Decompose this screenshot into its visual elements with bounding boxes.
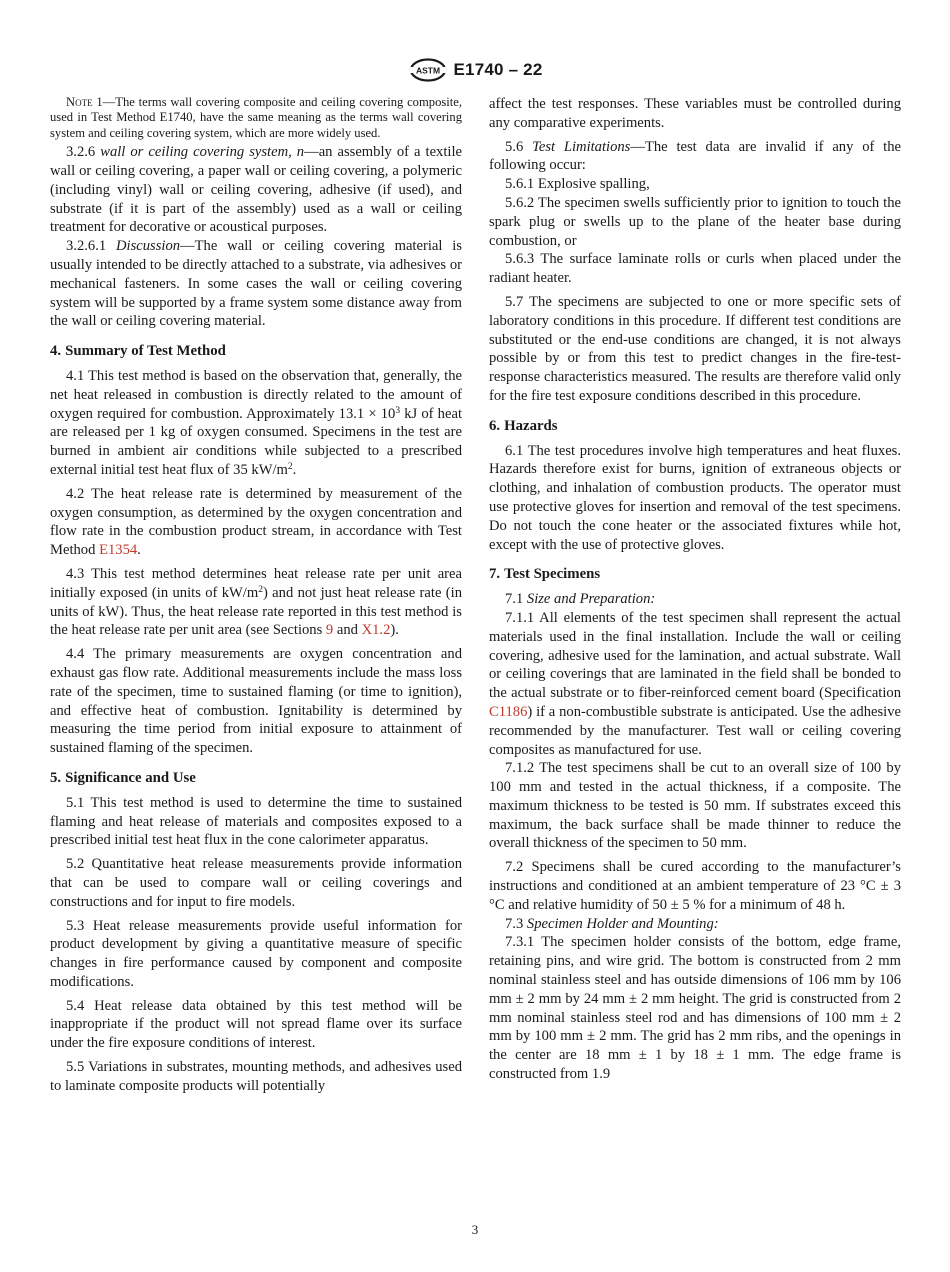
para-5-6-3: 5.6.3 The surface laminate rolls or curls when placed under the radiant heater. [489, 251, 901, 287]
para-7-1-2: 7.1.2 The test specimens shall be cut to an overall size of 100 by 100 mm and tested in the actual thickness, if a composite. The maximum thickness to be tested is 50 mm. If substrates exceed this maximum, the back surface shall be made thinner to reduce the overall thickness of the specimen to 50 mm. [489, 760, 901, 852]
para-5-5-continued: affect the test responses. These variables must be controlled during any comparative experiments. [489, 96, 901, 131]
para-5-3: 5.3 Heat release measurements provide useful information for product development by giving a quantitative measure of specific changes in fire performance caused by component and composite modifications. [50, 917, 462, 990]
para-5-5: 5.5 Variations in substrates, mounting methods, and adhesives used to laminate composite products will potentially [50, 1059, 462, 1094]
para-7-1-1: 7.1.1 All elements of the test specimen shall represent the actual materials used in the final installation. Include the wall or ceiling covering, adhesive used for the lamination, and actual substrate. Wall or ceiling coverings that are laminated in the field shall be bonded to the actual substrate or to fiber-reinforced cement board (Specification C1186) if a non-combustible substrate is anticipated. Use the adhesive recommended by the manufacturer. Test wall or ceiling covering composites as manufactured for use. [489, 609, 901, 758]
para-4-4: 4.4 The primary measurements are oxygen concentration and exhaust gas flow rate. Additional measurements include the mass loss rate of the specimen, time to sustained flaming (or time to ignition), and effective heat of combustion. Ignitability is determined by measuring the time period from initial exposure to attainment of sustained flaming of the specimen. [50, 646, 462, 757]
para-7-1: 7.1 Size and Preparation: [505, 591, 656, 608]
left-column [50, 95, 462, 1096]
section-heading-4: 4. Summary of Test Method [50, 343, 226, 360]
para-5-2: 5.2 Quantitative heat release measurements provide information that can be used to compare wall or ceiling coverings and constructions and for input to fire models. [50, 856, 462, 910]
link-c1186[interactable]: C1186 [489, 703, 528, 720]
section-heading-5: 5. Significance and Use [50, 769, 196, 786]
para-5-7: 5.7 The specimens are subjected to one or more specific sets of laboratory conditions in this procedure. If different test conditions are substituted or the end-use conditions are changed, it is not always possible by or from this test to predict changes in the fire-test-response characteristics measured. The results are therefore valid only for the fire test exposure conditions described in this procedure. [489, 293, 901, 404]
astm-logo-icon [408, 58, 448, 82]
para-4-2: 4.2 The heat release rate is determined by measurement of the oxygen consumption, as determined by the oxygen concentration and flow rate in the combustion product stream, in accordance with Test Method E1354. [50, 485, 462, 559]
svg-text:ASTM: ASTM [415, 65, 440, 76]
para-5-1: 5.1 This test method is used to determine the time to sustained flaming and heat release of materials and composites exposed to a prescribed initial test heat flux in the cone calorimeter apparatus. [50, 794, 462, 849]
para-3-2-6: 3.2.6 wall or ceiling covering system, n—an assembly of a textile wall or ceiling covering, a paper wall or ceiling covering, a polymeric (including vinyl) wall or ceiling covering, adhesive (if used), and substrate (if it is part of the assembly) used as a wall or ceiling treatment for decorative or acoustical purposes. [50, 144, 462, 236]
link-x1-2[interactable]: X1.2 [361, 622, 391, 639]
link-section-9[interactable]: 9 [325, 622, 334, 639]
document-id: E1740 – 22 [453, 60, 543, 79]
section-heading-7: 7. Test Specimens [489, 566, 601, 583]
para-7-3-1: 7.3.1 The specimen holder consists of the bottom, edge frame, retaining pins, and wire grid. The bottom is constructed from 2 mm nominal stainless steel and has outside dimensions of 106 mm by 106 mm ± 2 mm by 24 mm ± 2 mm height. The grid is constructed from 2 mm nominal stainless steel rod and has dimensions of 100 mm ± 2 mm by 100 mm ± 2 mm. The grid has 2 mm ribs, and the openings in the center are 18 mm ± 1 by 18 ± 1 mm. The edge frame is constructed from 1.9 [489, 934, 901, 1083]
para-7-3: 7.3 Specimen Holder and Mounting: [505, 915, 719, 932]
para-7-2: 7.2 Specimens shall be cured according to the manufacturer’s instructions and conditioned at an ambient temperature of 23 °C ± 3 °C and relative humidity of 50 ± 5 % for a minimum of 48 h. [489, 859, 901, 913]
note-1: Note 1—The terms wall covering composite and ceiling covering composite, used in Test Method E1740, have the same meaning as the terms wall covering system and ceiling covering system, which are more widely used. [50, 95, 462, 140]
page-number: 3 [471, 1222, 479, 1237]
page-header [0, 56, 950, 84]
right-column [489, 95, 901, 1084]
para-4-3: 4.3 This test method determines heat release rate per unit area initially exposed (in units of $kW/m^2$) and not just heat release rate (in units of kW). Thus, the heat release rate reported in this test method is the heat release rate per unit area (see Sections 9 and X1.2). [50, 565, 462, 639]
link-e1354[interactable]: E1354 [99, 542, 138, 559]
para-5-6: 5.6 Test Limitations—The test data are invalid if any of the following occur: [489, 138, 901, 174]
para-5-6-2: 5.6.2 The specimen swells sufficiently prior to ignition to touch the spark plug or swells up to the plane of the heater base during combustion, or [489, 194, 901, 249]
para-5-4: 5.4 Heat release data obtained by this test method will be inappropriate if the product will not spread flame over its surface under the fire exposure conditions of interest. [50, 997, 462, 1052]
para-4-1: 4.1 This test method is based on the observation that, generally, the net heat released in combustion is directly related to the amount of oxygen required for combustion. Approximately $13.1 \times 10^3$ kJ of heat are released per 1 kg of oxygen consumed. Specimens in the test are burned in ambient air conditions while subjected to a prescribed external initial test heat flux of 35 $kW/m^2$. [50, 367, 462, 478]
para-5-6-1: 5.6.1 Explosive spalling, [505, 176, 650, 193]
para-3-2-6-1: 3.2.6.1 Discussion—The wall or ceiling covering material is usually intended to be directly attached to a substrate, via adhesives or mechanical fasteners. In some cases the wall or ceiling covering system will be supported by a frame system some distance away from the wall or ceiling covering material. [50, 238, 462, 330]
para-6-1: 6.1 The test procedures involve high temperatures and heat fluxes. Hazards therefore exist for burns, ignition of extraneous objects or clothing, and inhalation of combustion products. The operator must use protective gloves for insertion and removal of the test specimens. Do not touch the cone heater or the associated fixtures while hot, except with the use of protective gloves. [489, 442, 901, 553]
section-heading-6: 6. Hazards [489, 417, 558, 434]
